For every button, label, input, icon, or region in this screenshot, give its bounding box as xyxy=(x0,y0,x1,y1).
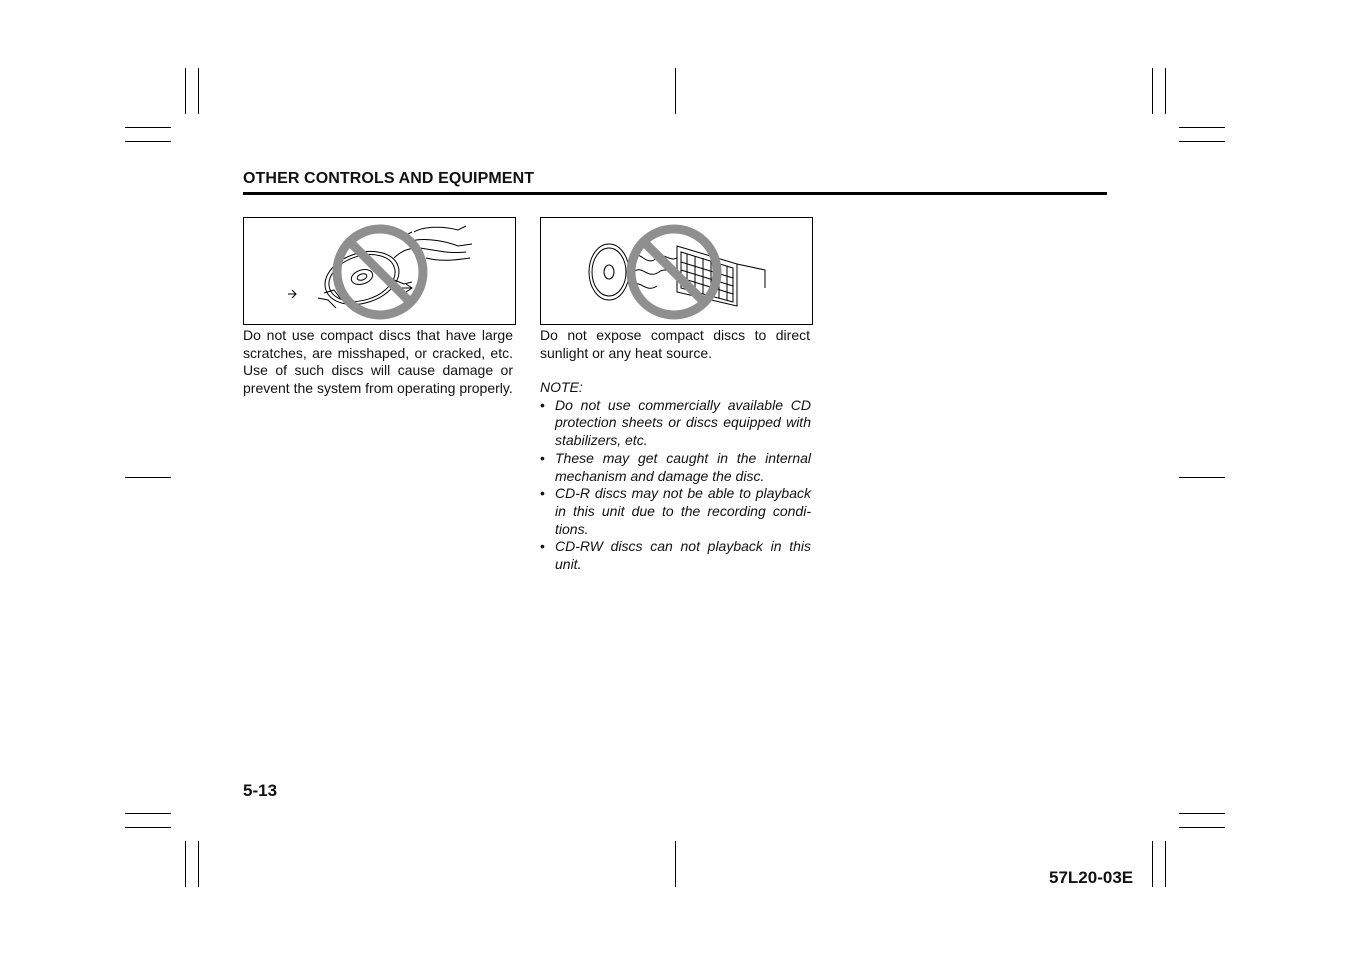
note-item-text: CD-RW discs can not playback in this unit. xyxy=(555,538,811,573)
crop-mark xyxy=(185,841,186,887)
crop-mark xyxy=(1179,127,1225,128)
crop-mark xyxy=(1165,841,1166,887)
crop-mark xyxy=(675,841,676,887)
damaged-disc-warning-text: Do not use compact discs that have large scratches, are misshaped, or cracked, etc. Use of such discs will cause damage or prevent the system from operating properly. xyxy=(243,327,513,397)
document-code: 57L20-03E xyxy=(1049,868,1134,887)
section-title: OTHER CONTROLS AND EQUIPMENT xyxy=(243,170,535,187)
crop-mark xyxy=(1179,813,1225,814)
note-item-text: CD-R discs may not be able to playback in this unit due to the recording conditions. xyxy=(555,485,811,537)
prohibited-cracked-disc-icon xyxy=(244,218,515,324)
note-block xyxy=(540,379,811,574)
bullet-icon: • xyxy=(540,485,545,502)
crop-mark xyxy=(1152,841,1153,887)
crop-mark xyxy=(198,68,199,114)
list-item xyxy=(540,538,811,573)
crop-mark xyxy=(1165,68,1166,114)
heat-warning-text: Do not expose compact discs to direct sunlight or any heat source. xyxy=(540,327,810,361)
figure-damaged-disc xyxy=(243,217,516,325)
crop-mark xyxy=(1179,141,1225,142)
bullet-icon: • xyxy=(540,449,545,466)
note-item-text: These may get caught in the internal mechanism and damage the disc. xyxy=(555,449,811,484)
crop-mark xyxy=(185,68,186,114)
bullet-icon: • xyxy=(540,396,545,413)
note-item-text: Do not use commercially available CD protection sheets or discs equipped with stabilizers, etc. xyxy=(555,396,811,449)
crop-mark xyxy=(1179,477,1225,478)
figure-heat-source xyxy=(540,217,813,325)
note-list xyxy=(540,397,811,574)
crop-mark xyxy=(198,841,199,887)
crop-mark xyxy=(125,813,171,814)
crop-mark xyxy=(125,127,171,128)
note-label: NOTE: xyxy=(540,379,583,395)
crop-mark xyxy=(675,68,676,114)
prohibited-heat-source-disc-icon xyxy=(541,218,812,324)
crop-mark xyxy=(125,477,171,478)
section-rule xyxy=(243,192,1107,195)
crop-mark xyxy=(125,141,171,142)
crop-mark xyxy=(1179,827,1225,828)
list-item xyxy=(540,450,811,485)
list-item xyxy=(540,485,811,538)
bullet-icon: • xyxy=(540,538,545,555)
crop-mark xyxy=(1152,68,1153,114)
crop-mark xyxy=(125,827,171,828)
page-number: 5-13 xyxy=(243,781,278,800)
list-item xyxy=(540,397,811,450)
